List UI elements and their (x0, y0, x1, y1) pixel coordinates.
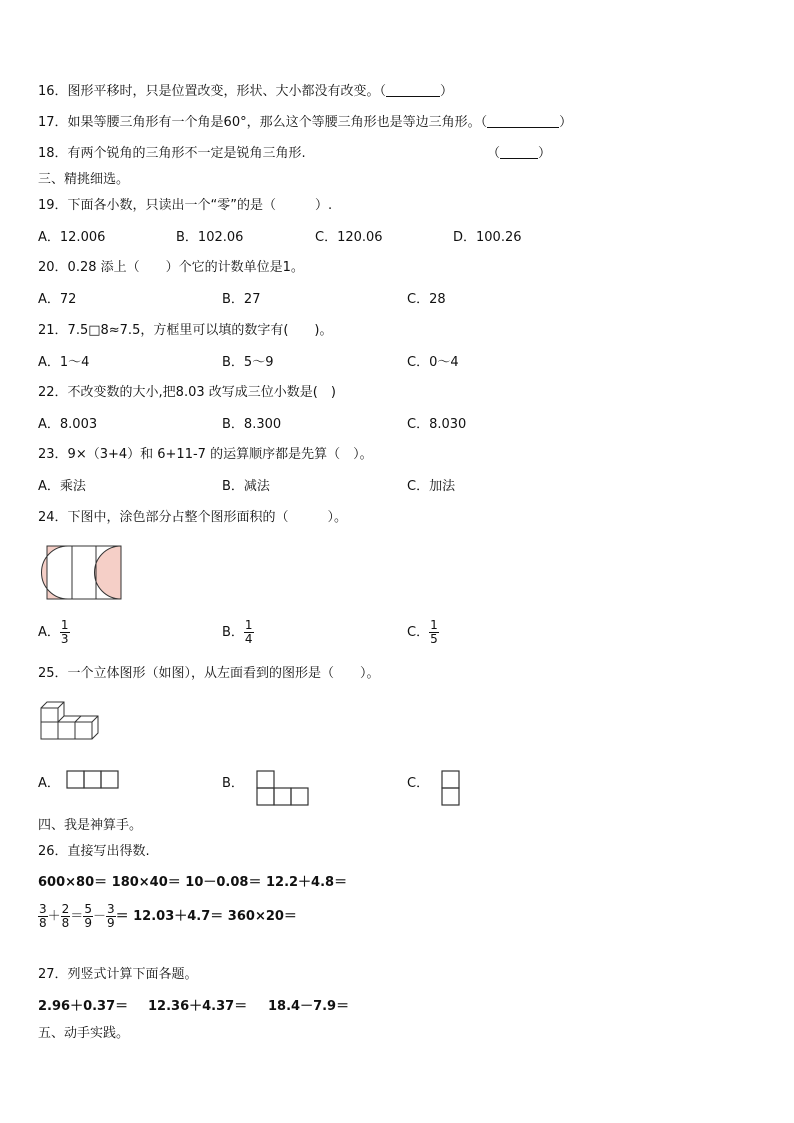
option-label: C． (407, 625, 430, 640)
fraction (61, 903, 71, 930)
numerator: 5 (84, 902, 92, 916)
question-19-text: 19．下面各小数，只读出一个“零”的是（ ）. (38, 198, 333, 213)
option-b[interactable] (222, 618, 254, 648)
question-24-text: 24．下图中，涂色部分占整个图形面积的（ ）。 (38, 510, 348, 525)
fraction (60, 619, 70, 646)
option-b[interactable]: B．减法 (222, 479, 270, 494)
square (442, 771, 459, 788)
option-label: B． (222, 625, 244, 640)
option-b[interactable]: B．5～9 (222, 355, 274, 370)
denominator: 8 (61, 916, 70, 930)
denominator: 9 (84, 916, 92, 930)
paren-open: （ (487, 146, 501, 161)
option-c[interactable] (407, 618, 439, 648)
question-16-text: 16．图形平移时，只是位置改变，形状、大小都没有改变。（ (38, 84, 387, 99)
question-21-text: 21．7.5□8≈7.5，方框里可以填的数字有( )。 (38, 323, 333, 338)
square (274, 788, 291, 805)
question-17 (38, 115, 572, 131)
cube-face (41, 708, 58, 722)
shaded-region-left (42, 546, 69, 599)
denominator: 5 (430, 632, 438, 646)
mental-math-rest: ＝ 12.03＋4.7＝ 360×20＝ (115, 909, 297, 924)
option-d[interactable]: D．100.26 (453, 230, 522, 245)
cube-edge (92, 716, 98, 722)
numerator: 3 (39, 902, 47, 916)
question-20-text: 20．0.28 添上（ ）个它的计数单位是1。 (38, 260, 304, 275)
numerator: 3 (106, 902, 115, 916)
option-c-view-diagram[interactable] (441, 770, 461, 807)
section-4-heading: 四、我是神算手。 (38, 818, 143, 833)
section-3-heading: 三、精挑细选。 (38, 172, 130, 187)
option-a[interactable]: A．1～4 (38, 355, 90, 370)
option-a[interactable]: A．12.006 (38, 230, 106, 245)
numerator: 1 (60, 618, 69, 632)
cube-face (41, 722, 58, 739)
cube-face (75, 722, 92, 739)
answer-blank[interactable] (386, 84, 440, 97)
fraction (106, 903, 116, 930)
fraction (244, 619, 254, 646)
plus-sign: ＋ (47, 909, 61, 924)
question-18-paren (487, 146, 551, 162)
option-a[interactable] (38, 618, 70, 648)
answer-blank[interactable] (487, 115, 559, 128)
mental-math-row-1: 600×80＝ 180×40＝ 10－0.08＝ 12.2＋4.8＝ (38, 875, 348, 890)
square (67, 771, 84, 788)
option-c[interactable]: C．0～4 (407, 355, 459, 370)
option-a[interactable]: A．72 (38, 292, 77, 307)
square (442, 788, 459, 805)
shaded-figure-diagram (46, 545, 122, 600)
cube-face (58, 722, 75, 739)
numerator: 1 (430, 618, 438, 632)
question-17-text: 17．如果等腰三角形有一个角是60°，那么这个等腰三角形也是等边三角形。（ (38, 115, 488, 130)
mental-math-row-2 (38, 902, 297, 932)
option-a-label[interactable]: A． (38, 776, 60, 791)
question-16 (38, 84, 453, 100)
question-27-text: 27．列竖式计算下面各题。 (38, 967, 198, 982)
fraction (429, 619, 439, 646)
option-b[interactable]: B．102.06 (176, 230, 244, 245)
fraction (38, 903, 48, 930)
shaded-region-right (95, 546, 122, 599)
vertical-calc-item: 12.36＋4.37＝ (148, 999, 248, 1014)
question-23-text: 23．9×（3+4）和 6+11-7 的运算顺序都是先算（ ）。 (38, 447, 373, 462)
denominator: 9 (106, 916, 115, 930)
option-b-view-diagram[interactable] (256, 770, 311, 807)
solid-figure-diagram (40, 700, 100, 742)
square (84, 771, 101, 788)
paren-close: ） (559, 115, 573, 130)
cube-edge (58, 702, 64, 708)
fraction (83, 903, 93, 930)
question-25-text: 25．一个立体图形（如图），从左面看到的图形是（ ）。 (38, 666, 380, 681)
option-c[interactable]: C．加法 (407, 479, 456, 494)
option-c[interactable]: C．120.06 (315, 230, 383, 245)
cube-edge (75, 716, 81, 722)
denominator: 4 (244, 632, 253, 646)
question-26-text: 26．直接写出得数. (38, 844, 150, 859)
question-18-text: 18．有两个锐角的三角形不一定是锐角三角形. (38, 146, 306, 161)
cube-edge (64, 716, 98, 739)
question-22-text: 22．不改变数的大小,把8.03 改写成三位小数是( ) (38, 385, 336, 400)
option-b-label[interactable]: B． (222, 776, 244, 791)
section-5-heading: 五、动手实践。 (38, 1026, 130, 1041)
option-a[interactable]: A．8.003 (38, 417, 98, 432)
vertical-calc-item: 2.96＋0.37＝ (38, 999, 129, 1014)
option-a-view-diagram[interactable] (66, 770, 119, 789)
option-label: A． (38, 625, 60, 640)
paren-close: ） (538, 146, 552, 161)
equals-sign: ＝ (70, 909, 84, 924)
denominator: 8 (39, 916, 47, 930)
numerator: 1 (244, 618, 253, 632)
option-c-label[interactable]: C． (407, 776, 430, 791)
square (101, 771, 118, 788)
paren-close: ） (440, 84, 454, 99)
square (257, 788, 274, 805)
option-b[interactable]: B．27 (222, 292, 261, 307)
minus-sign: － (92, 909, 106, 924)
square (291, 788, 308, 805)
option-c[interactable]: C．28 (407, 292, 446, 307)
option-c[interactable]: C．8.030 (407, 417, 467, 432)
answer-blank[interactable] (500, 146, 538, 159)
numerator: 2 (61, 902, 70, 916)
option-a[interactable]: A．乘法 (38, 479, 86, 494)
question-18 (38, 146, 306, 162)
denominator: 3 (60, 632, 69, 646)
square (257, 771, 274, 788)
option-b[interactable]: B．8.300 (222, 417, 282, 432)
vertical-calc-item: 18.4－7.9＝ (268, 999, 350, 1014)
